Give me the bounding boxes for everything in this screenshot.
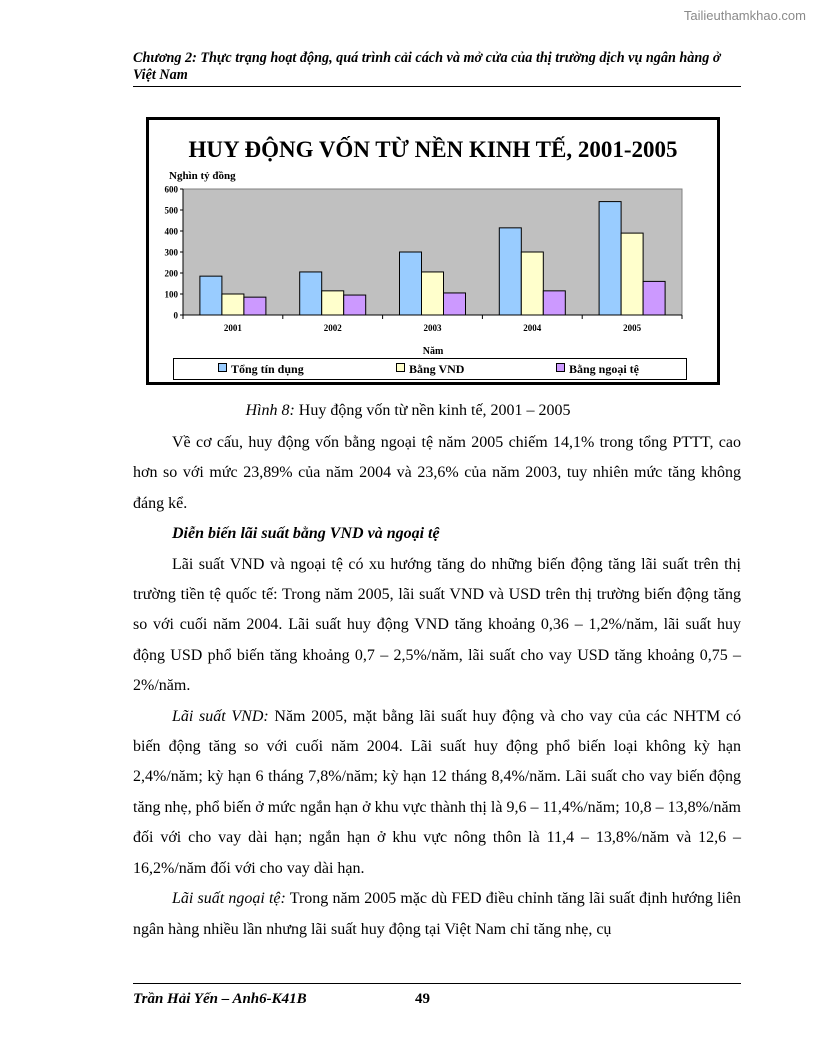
x-tick-label: 2004 bbox=[523, 323, 542, 333]
legend-label-bang-ngoai-te: Bằng ngoại tệ bbox=[569, 362, 640, 376]
legend-item-bang-vnd bbox=[396, 362, 464, 377]
paragraph-foreign-rate bbox=[133, 884, 741, 945]
bar-tổng-tín-dụng-2003 bbox=[400, 252, 422, 315]
bar-bằng-vnd-2004 bbox=[521, 252, 543, 315]
chapter-header: Chương 2: Thực trạng hoạt động, quá trình cải cách và mở cửa của thị trường dịch vụ ngân hàng ở Việt Nam bbox=[133, 50, 741, 87]
y-tick-label: 0 bbox=[173, 310, 178, 321]
y-axis-label: Nghìn tỷ đồng bbox=[169, 170, 236, 182]
y-tick-label: 400 bbox=[164, 226, 178, 237]
footer bbox=[133, 991, 430, 1008]
y-tick-label: 300 bbox=[164, 247, 178, 258]
legend-swatch-tong-tin-dung bbox=[218, 363, 227, 372]
paragraph-vnd-rate bbox=[133, 702, 741, 884]
bar-tổng-tín-dụng-2001 bbox=[200, 276, 222, 315]
body-text bbox=[133, 428, 741, 945]
page-number: 49 bbox=[415, 991, 430, 1007]
bar-bằng-vnd-2005 bbox=[621, 233, 643, 315]
y-tick-label: 500 bbox=[164, 205, 178, 216]
bar-bằng-ngoại-tệ-2003 bbox=[444, 293, 466, 315]
bar-bằng-ngoại-tệ-2005 bbox=[643, 281, 665, 315]
chart-legend bbox=[173, 358, 687, 380]
legend-item-tong-tin-dung bbox=[218, 362, 304, 377]
bar-bằng-vnd-2001 bbox=[222, 294, 244, 315]
y-tick-label: 600 bbox=[164, 184, 178, 195]
bar-tổng-tín-dụng-2004 bbox=[499, 228, 521, 315]
section-subheading: Diễn biến lãi suất bằng VND và ngoại tệ bbox=[172, 525, 440, 543]
foreign-rate-text: Trong năm 2005 mặc dù FED điều chỉnh tăng lãi suất định hướng liên ngân hàng nhiều lần nhưng lãi suất huy động tại Việt Nam chỉ tăng nhẹ, cụ bbox=[133, 890, 741, 938]
x-tick-label: 2005 bbox=[623, 323, 642, 333]
chart-title: HUY ĐỘNG VỐN TỪ NỀN KINH TẾ, 2001-2005 bbox=[188, 137, 678, 162]
watermark: Tailieuthamkhao.com bbox=[683, 8, 806, 23]
paragraph-structure: Về cơ cấu, huy động vốn bằng ngoại tệ năm 2005 chiếm 14,1% trong tổng PTTT, cao hơn so với mức 23,89% của năm 2004 và 23,6% của năm 2003, tuy nhiên mức tăng không đáng kể. bbox=[133, 434, 741, 512]
y-tick-label: 100 bbox=[164, 289, 178, 300]
footer-author: Trần Hải Yến – Anh6-K41B bbox=[133, 991, 307, 1007]
y-tick-label: 200 bbox=[164, 268, 178, 279]
foreign-rate-label: Lãi suất ngoại tệ: bbox=[172, 890, 286, 908]
legend-label-bang-vnd: Bằng VND bbox=[409, 362, 465, 376]
vnd-rate-label: Lãi suất VND: bbox=[172, 707, 269, 725]
x-tick-label: 2002 bbox=[323, 323, 342, 333]
x-tick-label: 2003 bbox=[423, 323, 442, 333]
bar-bằng-ngoại-tệ-2002 bbox=[344, 295, 366, 315]
bar-tổng-tín-dụng-2005 bbox=[599, 202, 621, 315]
bar-tổng-tín-dụng-2002 bbox=[300, 272, 322, 315]
footer-divider bbox=[133, 983, 741, 984]
caption-text: Huy động vốn từ nền kinh tế, 2001 – 2005 bbox=[294, 402, 571, 419]
vnd-rate-text: Năm 2005, mặt bằng lãi suất huy động và cho vay của các NHTM có biến động tăng so với cuối năm 2004. Lãi suất huy động phổ biến loại không kỳ hạn 2,4%/năm; kỳ hạn 6 tháng 7,8%/năm; kỳ hạn 12 tháng 8,4%/năm. Lãi suất cho vay biến động tăng nhẹ, phổ biến ở mức ngắn hạn ở khu vực thành thị là 9,6 – 11,4%/năm; 10,8 – 13,8%/năm đối với cho vay dài hạn; ngắn hạn ở khu vực nông thôn là 11,4 – 13,8%/năm và 12,6 – 16,2%/năm đối với cho vay dài hạn. bbox=[133, 707, 742, 877]
bar-bằng-ngoại-tệ-2004 bbox=[543, 291, 565, 315]
bar-bằng-vnd-2002 bbox=[322, 291, 344, 315]
bar-chart bbox=[149, 120, 717, 382]
x-tick-label: 2001 bbox=[223, 323, 242, 333]
paragraph-interest-trend: Lãi suất VND và ngoại tệ có xu hướng tăng do những biến động tăng lãi suất trên thị trường tiền tệ quốc tế: Trong năm 2005, lãi suất VND và USD trên thị trường biến động tăng so với cuối năm 2004. Lãi suất huy động VND tăng khoảng 0,36 – 1,2%/năm, lãi suất huy động USD phổ biến tăng khoảng 0,7 – 2,5%/năm, lãi suất cho vay USD tăng khoảng 0,75 – 2%/năm. bbox=[133, 555, 741, 695]
bar-bằng-vnd-2003 bbox=[422, 272, 444, 315]
chart-frame bbox=[146, 117, 720, 385]
legend-swatch-bang-vnd bbox=[396, 363, 405, 372]
legend-label-tong-tin-dung: Tổng tín dụng bbox=[231, 362, 304, 376]
x-axis-label: Năm bbox=[422, 346, 444, 357]
legend-swatch-bang-ngoai-te bbox=[556, 363, 565, 372]
caption-label: Hình 8: bbox=[245, 402, 295, 419]
figure-caption bbox=[0, 402, 816, 420]
legend-item-bang-ngoai-te bbox=[556, 362, 639, 377]
bar-bằng-ngoại-tệ-2001 bbox=[244, 297, 266, 315]
